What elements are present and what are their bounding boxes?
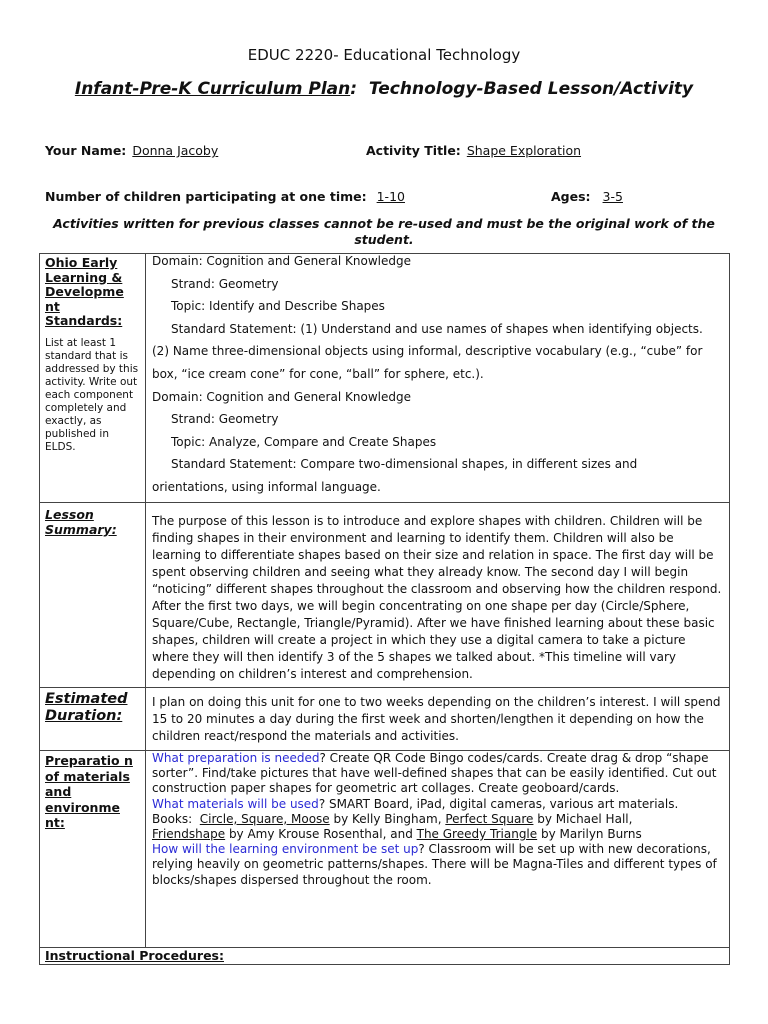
ages-value: 3-5: [602, 189, 623, 204]
standard-line: Topic: Identify and Describe Shapes: [171, 299, 385, 314]
book-title: Perfect Square: [445, 811, 534, 826]
preparation-row: [40, 751, 730, 948]
standard-line: Strand: Geometry: [171, 276, 279, 291]
standard-line: Standard Statement: Compare two-dimensional shapes, in different sizes and: [171, 457, 638, 472]
name-label: Your Name:: [45, 143, 127, 158]
duration-content: [146, 688, 730, 751]
preparation-content: [146, 751, 730, 948]
plan-title: [0, 79, 768, 99]
standard-line: Strand: Geometry: [171, 412, 279, 427]
activity-field: [366, 140, 581, 159]
standard-line: Domain: Cognition and General Knowledge: [152, 389, 411, 404]
plan-title-lead: Infant-Pre-K Curriculum Plan: [74, 79, 351, 99]
duration-label-cell: [40, 688, 146, 751]
name-value: Donna Jacoby: [132, 143, 219, 158]
summary-label-cell: [40, 503, 146, 688]
book-title: Circle, Square, Moose: [199, 811, 330, 826]
standard-line: (2) Name three-dimensional objects using informal, descriptive vocabulary (e.g., “cube” for: [152, 344, 703, 359]
book-author: by Michael Hall,: [533, 811, 633, 826]
books-intro: Books:: [152, 811, 200, 826]
duration-label: Estimated Duration:: [45, 691, 128, 724]
standard-line: orientations, using informal language.: [152, 479, 381, 494]
standard-line: Topic: Analyze, Compare and Create Shapes: [171, 434, 437, 449]
name-field: [45, 140, 218, 159]
book-author: by Amy Krouse Rosenthal, and: [225, 827, 417, 842]
ages-field: [551, 186, 623, 205]
duration-row: [40, 688, 730, 751]
book-title: Friendshape: [152, 827, 226, 842]
standard-line: Domain: Cognition and General Knowledge: [152, 254, 411, 268]
standards-label-cell: [40, 254, 146, 503]
prep-question: What preparation is needed: [152, 751, 320, 765]
prep-answer: ? Classroom will be set up with new decorations, relying heavily on geometric patterns/shapes. There will be Magna-Tiles and different types of blocks/shapes dispersed throughout the room.: [152, 842, 717, 887]
standards-row: [40, 254, 730, 503]
standard-line: Standard Statement: (1) Understand and use names of shapes when identifying objects.: [171, 321, 703, 336]
prep-question: What materials will be used: [152, 796, 319, 811]
preparation-label: Preparatio n of materials and environme nt:: [45, 753, 133, 830]
children-label: Number of children participating at one time:: [45, 189, 367, 204]
children-value: 1-10: [376, 189, 405, 204]
instructional-row: [40, 948, 730, 965]
children-field: [45, 186, 405, 205]
summary-content: [146, 503, 730, 688]
preparation-label-cell: [40, 751, 146, 948]
plan-title-rest: Technology-Based Lesson/Activity: [368, 79, 694, 99]
book-author: by Kelly Bingham,: [329, 811, 446, 826]
summary-label: Lesson Summary:: [45, 507, 117, 537]
summary-text: The purpose of this lesson is to introduce and explore shapes with children. Children will be finding shapes in their environment and learning to identify them. Children will also be learning to differentiate shapes based on their size and relation in space. The first day will be spent observing children and seeing what they already know. The second day I will begin “noticing” different shapes throughout the classroom and observing how the children respond. After the first two days, we will begin concentrating on one shape per day (Circle/Sphere, Square/Cube, Rectangle, Triangle/Pyramid). After we have finished learning about these basic shapes, children will create a project in which they use a digital camera to take a picture where they will then identify 3 of the 5 shapes we talked about. *This timeline will vary depending on children’s interest and comprehension.: [152, 514, 722, 681]
summary-row: [40, 503, 730, 688]
course-title: EDUC 2220- Educational Technology: [247, 46, 521, 64]
prep-answer: ? SMART Board, iPad, digital cameras, various art materials.: [318, 796, 679, 811]
book-title: The Greedy Triangle: [416, 827, 538, 842]
plan-title-colon: :: [350, 79, 369, 99]
activity-label: Activity Title:: [366, 143, 461, 158]
instructional-cell: [40, 948, 730, 965]
curriculum-plan-table: [39, 253, 730, 965]
ages-label: Ages:: [551, 189, 591, 204]
instructional-label: Instructional Procedures:: [45, 948, 224, 963]
standards-label: Ohio Early Learning & Developme nt Standards:: [45, 255, 124, 328]
prep-answer: ? Create QR Code Bingo codes/cards. Create drag & drop “shape sorter”. Find/take pictures that have well-defined shapes that can be easily identified. Cut out construction paper shapes for geometric art collages. Create geoboard/cards.: [152, 751, 717, 796]
prep-question: How will the learning environment be set up: [152, 842, 419, 857]
duration-text: I plan on doing this unit for one to two weeks depending on the children’s interest. I will spend 15 to 20 minutes a day during the first week and shorten/lengthen it depending on how the children react/respond the materials and activities.: [152, 695, 721, 743]
preparation-text: [152, 751, 723, 888]
book-author: by Marilyn Burns: [537, 827, 642, 842]
standards-content: [146, 254, 730, 503]
standards-help: List at least 1 standard that is addressed by this activity. Write out each component completely and exactly, as published in ELDS.: [45, 336, 139, 453]
originality-notice: Activities written for previous classes cannot be re-used and must be the original work of the student.: [53, 216, 715, 247]
standard-line: box, “ice cream cone” for cone, “ball” for sphere, etc.).: [152, 366, 484, 381]
activity-value: Shape Exploration: [466, 143, 582, 158]
